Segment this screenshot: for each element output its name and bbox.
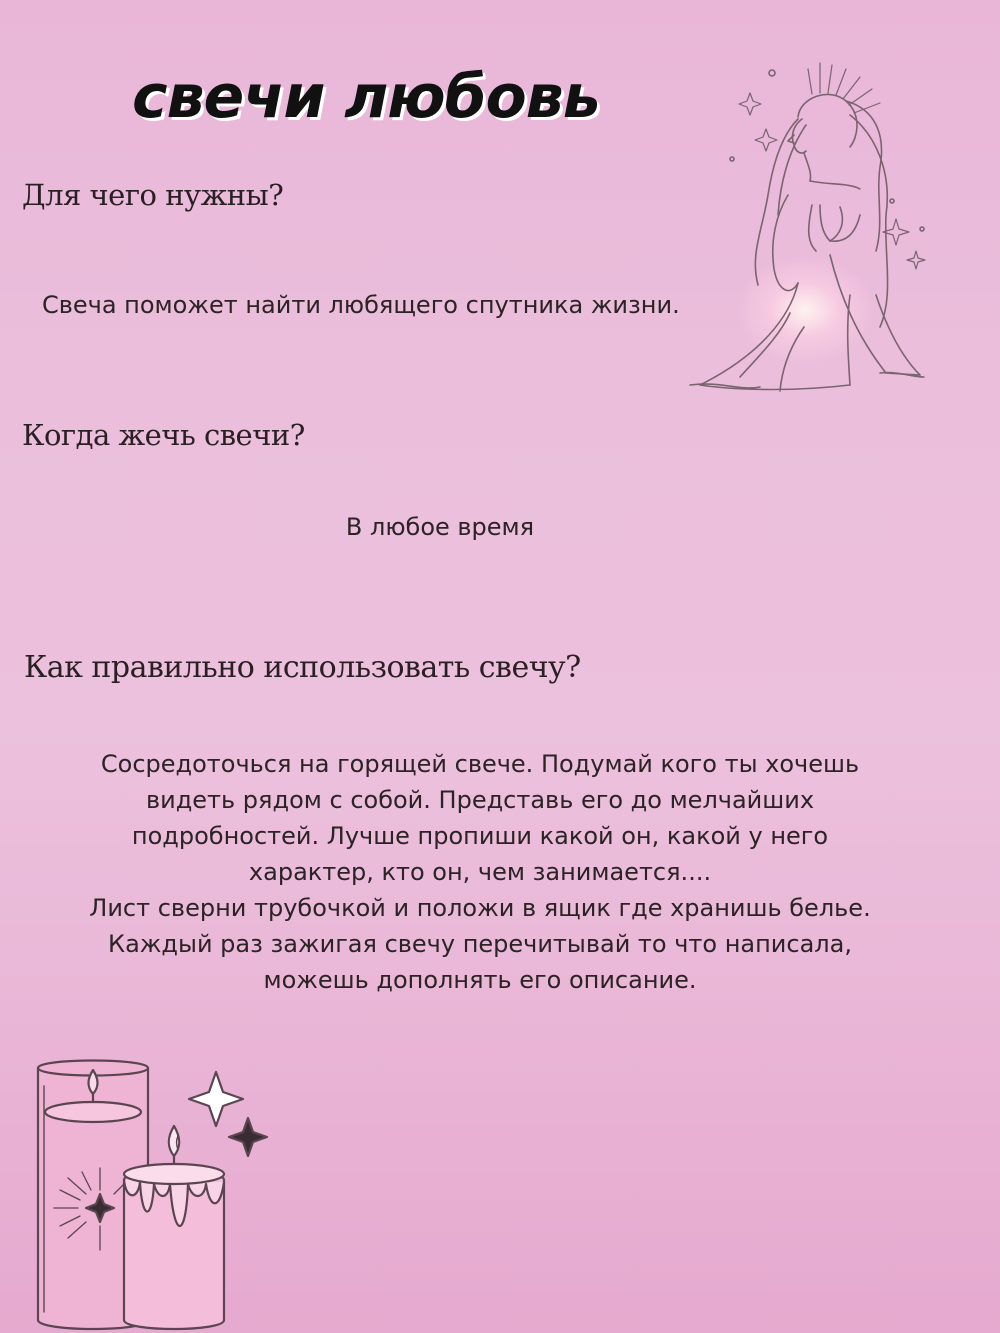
- woman-illustration-icon: [680, 55, 940, 415]
- instructions-paragraph: [40, 746, 920, 998]
- instruction-line: Лист сверни трубочкой и положи в ящик где хранишь белье.: [89, 894, 871, 922]
- section-heading-purpose: Для чего нужны?: [22, 178, 284, 212]
- instruction-line: Сосредоточься на горящей свече. Подумай кого ты хочешь: [100, 750, 860, 778]
- instruction-line: подробностей. Лучше пропиши какой он, какой у него: [131, 822, 829, 850]
- page-title: свечи любовь: [132, 62, 600, 132]
- instruction-line: можешь дополнять его описание.: [263, 966, 697, 994]
- section-heading-how: Как правильно использовать свечу?: [24, 650, 581, 685]
- section-text-when: В любое время: [345, 513, 535, 541]
- section-text-purpose: Свеча поможет найти любящего спутника жизни.: [42, 291, 680, 319]
- section-heading-when: Когда жечь свечи?: [22, 418, 305, 452]
- instruction-line: Каждый раз зажигая свечу перечитывай то что написала,: [108, 930, 852, 958]
- instruction-line: видеть рядом с собой. Представь его до мелчайших: [145, 786, 815, 814]
- instruction-line: характер, кто он, чем занимается....: [248, 858, 712, 886]
- candles-illustration-icon: [28, 1050, 278, 1333]
